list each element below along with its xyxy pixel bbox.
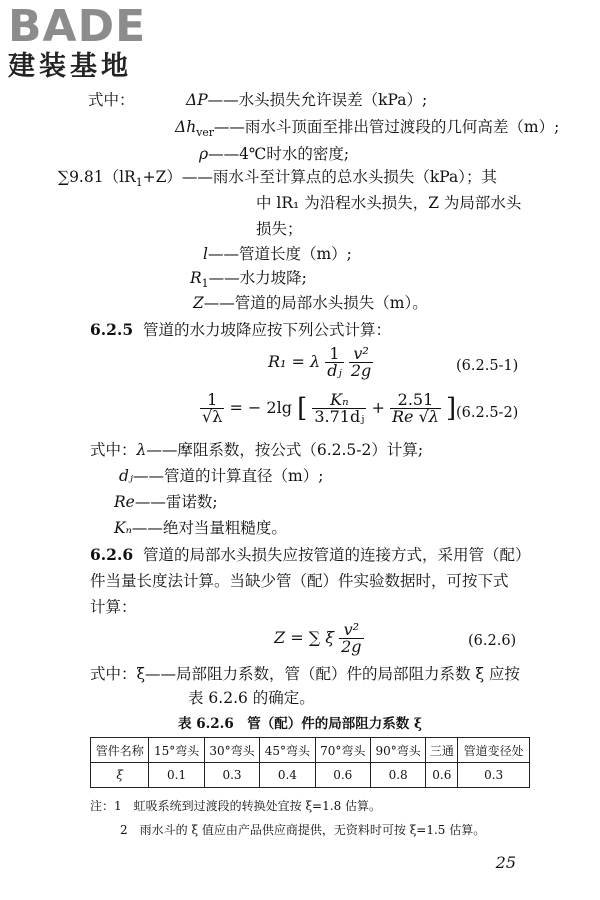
equation-6-2-5-1 <box>268 346 373 379</box>
table-note-1: 注：1 虹吸系统到过渡段的转换处宜按 ξ=1.8 估算。 <box>90 799 382 813</box>
def-text: ——摩阻系数，按公式（6.2.5-2）计算; <box>146 441 424 459</box>
equation-6-2-5-2 <box>200 392 456 425</box>
def-z <box>193 293 428 313</box>
def-l <box>203 244 352 264</box>
section-text-line-1: 管道的局部水头损失应按管道的连接方式，采用管（配） <box>143 546 531 564</box>
table-title: 表 6.2.6 管（配）件的局部阻力系数 ξ <box>178 716 422 732</box>
table-cell: 0.3 <box>204 763 259 788</box>
eq-fraction <box>339 622 363 655</box>
section-text: 管道的水力坡降应按下列公式计算： <box>143 321 392 339</box>
def-subscript: ver <box>196 126 214 140</box>
section-6-2-5 <box>90 320 391 340</box>
def-symbol-tail: +Z） <box>142 168 182 186</box>
table-cell: ξ <box>91 763 149 788</box>
table-note-2: 2 雨水斗的 ξ 值应由产品供应商提供，无资料时可按 ξ=1.5 估算。 <box>120 823 486 837</box>
eq-lhs: Z = ∑ ξ <box>274 628 335 647</box>
equation-number: (6.2.5-2) <box>456 405 519 421</box>
def-text: ——管道的局部水头损失（m）。 <box>203 294 428 312</box>
page-number: 25 <box>495 853 516 872</box>
table-cell: 0.6 <box>315 763 370 788</box>
eq-denominator: 3.71dⱼ <box>314 407 365 426</box>
eq-numerator: 1 <box>325 346 343 363</box>
def-symbol: λ <box>136 441 147 459</box>
prefix-label-1: 式中： <box>88 91 135 109</box>
def-rho <box>199 144 349 164</box>
table-header-cell: 管件名称 <box>91 738 149 763</box>
def-xi-line-2: 表 6.2.6 的确定。 <box>188 689 315 707</box>
eq-lhs-fraction <box>200 392 224 425</box>
def-text: ——水头损失允许误差（kPa）; <box>207 91 428 109</box>
eq-term-2 <box>390 392 441 425</box>
def-kn <box>114 518 287 538</box>
table-header-cell: 管道变径处 <box>458 738 530 763</box>
section-text-line-3: 计算： <box>90 598 137 616</box>
def-subscript: 1 <box>201 277 209 291</box>
def-symbol: dⱼ <box>119 467 134 485</box>
def-symbol: ΔP <box>186 91 208 109</box>
table-header-row <box>91 738 530 763</box>
def-symbol: Re <box>114 493 135 511</box>
def-text: ——绝对当量粗糙度。 <box>131 519 287 537</box>
def-symbol: R <box>190 269 202 287</box>
eq-numerator: Kₙ <box>312 392 366 409</box>
table-cell: 0.1 <box>149 763 204 788</box>
eq-term-1 <box>312 392 366 425</box>
def-symbol: Δh <box>175 118 197 136</box>
def-symbol: ∑9.81（lR <box>58 168 136 186</box>
def-total-loss-cont-1: 中 lR₁ 为沿程水头损失，Z 为局部水头 <box>256 194 522 212</box>
def-text: ——管道的计算直径（m）; <box>133 467 324 485</box>
table-header-cell: 15°弯头 <box>149 738 204 763</box>
table-cell: 0.3 <box>458 763 530 788</box>
eq-denominator: √λ <box>202 407 223 426</box>
equation-number: (6.2.6) <box>468 633 517 649</box>
table-header-cell: 90°弯头 <box>370 738 425 763</box>
def-symbol: Z <box>193 294 204 312</box>
def-total-loss-cont-2: 损失； <box>256 220 303 238</box>
table-header-cell: 45°弯头 <box>260 738 315 763</box>
table-header-cell: 30°弯头 <box>204 738 259 763</box>
def-lambda <box>90 440 423 460</box>
eq-numerator: v² <box>339 622 363 639</box>
def-symbol: ρ <box>199 145 209 163</box>
def-symbol: Kₙ <box>114 519 132 537</box>
table-cell: 0.8 <box>370 763 425 788</box>
def-delta-h <box>175 117 559 143</box>
def-text: ——雷诺数; <box>134 493 218 511</box>
table-row <box>91 763 530 788</box>
equation-number: (6.2.5-1) <box>456 358 519 374</box>
eq-bracket-open: [ <box>297 393 308 424</box>
def-r1 <box>190 268 307 294</box>
table-header-cell: 70°弯头 <box>315 738 370 763</box>
table-cell: 0.6 <box>426 763 458 788</box>
section-number: 6.2.6 <box>90 545 134 564</box>
eq-plus: + <box>371 398 385 417</box>
section-number: 6.2.5 <box>90 320 134 339</box>
eq-denominator: dⱼ <box>327 361 342 380</box>
def-text: ——水力坡降; <box>208 269 307 287</box>
def-re <box>114 492 218 512</box>
eq-denominator: 2g <box>341 637 362 656</box>
table-header-cell: 三通 <box>426 738 458 763</box>
def-text: ——4℃时水的密度; <box>208 145 350 163</box>
table-cell: 0.4 <box>260 763 315 788</box>
eq-fraction-2 <box>349 346 373 379</box>
def-symbol: l <box>203 245 208 263</box>
def-delta-p <box>186 90 427 110</box>
def-text: ——管道长度（m）; <box>207 245 352 263</box>
def-total-loss <box>58 167 497 193</box>
eq-lhs: R₁ = λ <box>268 352 321 371</box>
eq-mid: = − 2lg <box>229 398 292 417</box>
eq-numerator: 2.51 <box>390 392 441 409</box>
bade-logo <box>8 1 147 82</box>
def-subscript: 1 <box>135 176 143 190</box>
eq-fraction-1 <box>325 346 343 379</box>
eq-numerator: 1 <box>200 392 224 409</box>
eq-bracket-close: ] <box>446 393 457 424</box>
prefix-label-2: 式中： <box>90 441 137 459</box>
resistance-coefficient-table <box>90 737 530 788</box>
equation-6-2-6 <box>274 622 364 655</box>
def-xi-line-1: 式中：ξ——局部阻力系数，管（配）件的局部阻力系数 ξ 应按 <box>90 665 520 683</box>
section-text-line-2: 件当量长度法计算。当缺少管（配）件实验数据时，可按下式 <box>90 572 509 590</box>
section-6-2-6 <box>90 545 531 565</box>
def-text: ——雨水斗至计算点的总水头损失（kPa）；其 <box>181 168 498 186</box>
def-text: ——雨水斗顶面至排出管过渡段的几何高差（m）; <box>213 118 560 136</box>
eq-denominator: 2g <box>350 361 372 380</box>
eq-denominator: Re √λ <box>392 407 439 426</box>
eq-numerator: v² <box>349 346 373 363</box>
logo-subtitle: 建装基地 <box>8 51 132 82</box>
logo-wordmark: BADE <box>8 1 147 52</box>
def-dj <box>119 466 323 486</box>
